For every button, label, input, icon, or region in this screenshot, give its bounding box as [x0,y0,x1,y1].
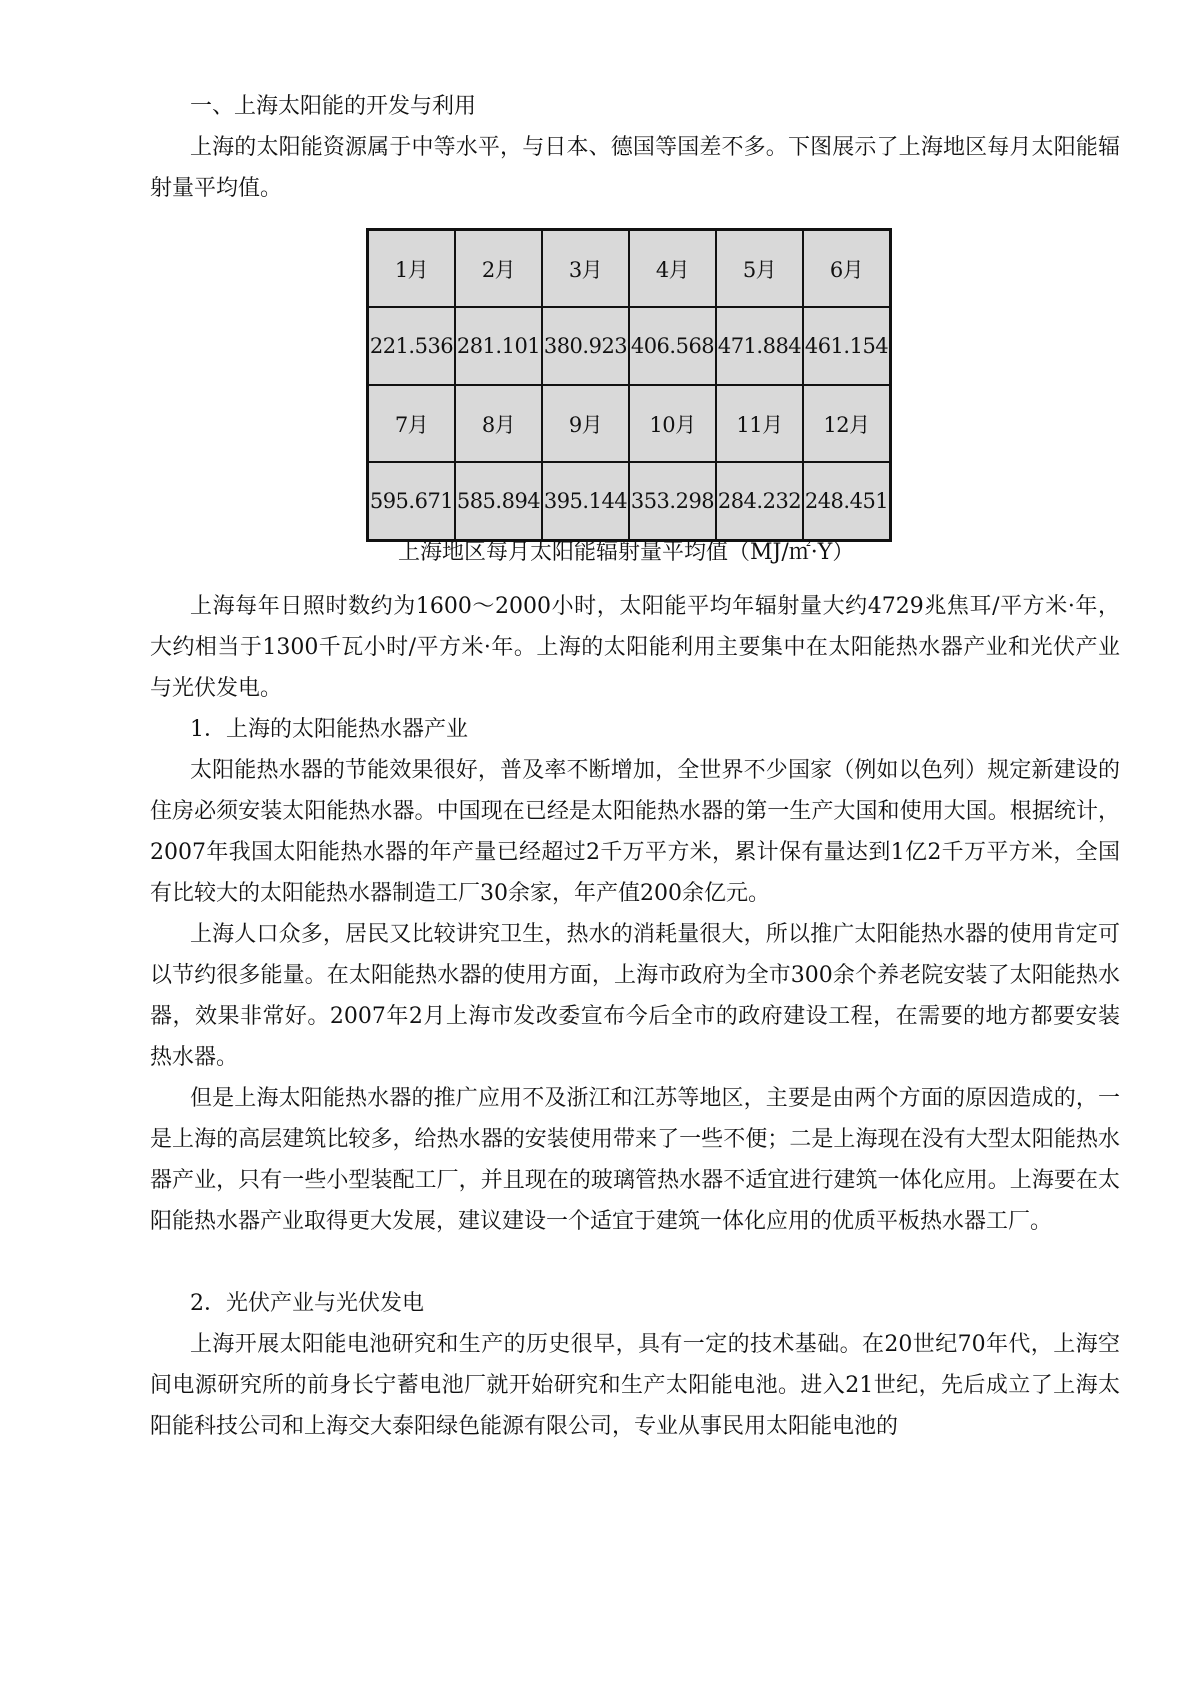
table-cell-month: 1月 [368,230,456,308]
table-cell-value: 461.154 [803,307,891,385]
table-cell-value: 585.894 [455,462,542,541]
table-cell-month: 10月 [629,385,716,462]
table-cell-value: 284.232 [716,462,803,541]
table-row-values-1 [368,307,891,385]
pv-paragraph: 上海开展太阳能电池研究和生产的历史很早，具有一定的技术基础。在20世纪70年代，上海空间电源研究所的前身长宁蓄电池厂就开始研究和生产太阳能电池。进入21世纪，先后成立了上海太阳能科技公司和上海交大泰阳绿色能源有限公司，专业从事民用太阳能电池的 [150,1332,1120,1439]
table-cell-month: 9月 [542,385,629,462]
table-row-months-2 [368,385,891,462]
table-cell-value: 380.923 [542,307,629,385]
table-row-months-1 [368,230,891,308]
heater-paragraph-3: 但是上海太阳能热水器的推广应用不及浙江和江苏等地区，主要是由两个方面的原因造成的，一是上海的高层建筑比较多，给热水器的安装使用带来了一些不便；二是上海现在没有大型太阳能热水器产业，只有一些小型装配工厂，并且现在的玻璃管热水器不适宜进行建筑一体化应用。上海要在太阳能热水器产业取得更大发展，建议建设一个适宜于建筑一体化应用的优质平板热水器工厂。 [150,1086,1120,1234]
table-cell-value: 395.144 [542,462,629,541]
heater-paragraph-1: 太阳能热水器的节能效果很好，普及率不断增加，全世界不少国家（例如以色列）规定新建设的住房必须安装太阳能热水器。中国现在已经是太阳能热水器的第一生产大国和使用大国。根据统计，2007年我国太阳能热水器的年产量已经超过2千万平方米，累计保有量达到1亿2千万平方米，全国有比较大的太阳能热水器制造工厂30余家，年产值200余亿元。 [150,758,1120,906]
table-caption: 上海地区每月太阳能辐射量平均值（MJ/㎡·Y） [398,540,855,565]
table-cell-month: 7月 [368,385,456,462]
table-cell-value: 221.536 [368,307,456,385]
table-cell-month: 6月 [803,230,891,308]
table-cell-month: 5月 [716,230,803,308]
radiation-table [366,228,892,542]
intro-paragraph: 上海的太阳能资源属于中等水平，与日本、德国等国差不多。下图展示了上海地区每月太阳能辐射量平均值。 [150,135,1120,201]
table-cell-value: 353.298 [629,462,716,541]
table-cell-value: 595.671 [368,462,456,541]
table-cell-value: 281.101 [455,307,542,385]
subheading-photovoltaic: 2．光伏产业与光伏发电 [190,1291,424,1316]
table-row-values-2 [368,462,891,541]
table-cell-month: 2月 [455,230,542,308]
sunshine-paragraph: 上海每年日照时数约为1600～2000小时，太阳能平均年辐射量大约4729兆焦耳/平方米·年，大约相当于1300千瓦小时/平方米·年。上海的太阳能利用主要集中在太阳能热水器产业和光伏产业与光伏发电。 [150,594,1120,701]
section-heading: 一、上海太阳能的开发与利用 [190,94,477,119]
table-cell-value: 471.884 [716,307,803,385]
table-cell-month: 12月 [803,385,891,462]
table-cell-month: 11月 [716,385,803,462]
heater-paragraph-2: 上海人口众多，居民又比较讲究卫生，热水的消耗量很大，所以推广太阳能热水器的使用肯定可以节约很多能量。在太阳能热水器的使用方面，上海市政府为全市300余个养老院安装了太阳能热水器，效果非常好。2007年2月上海市发改委宣布今后全市的政府建设工程，在需要的地方都要安装热水器。 [150,922,1120,1070]
table-cell-month: 4月 [629,230,716,308]
subheading-heaters: 1．上海的太阳能热水器产业 [190,717,468,742]
table-cell-value: 406.568 [629,307,716,385]
table-cell-month: 3月 [542,230,629,308]
table-cell-month: 8月 [455,385,542,462]
table-cell-value: 248.451 [803,462,891,541]
